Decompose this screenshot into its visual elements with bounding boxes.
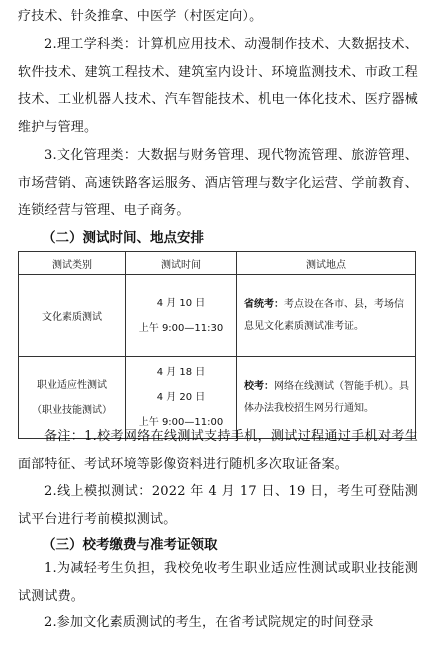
- row1-location-prefix: 省统考：: [244, 298, 284, 310]
- header-location: 测试地点: [237, 252, 416, 275]
- section-2-heading: （二）测试时间、地点安排: [42, 230, 204, 246]
- row2-category-line2: （职业技能测试）: [32, 404, 112, 416]
- row2-location: 网络在线测试（智能手机）。具体办法我校招生网另行通知。: [244, 380, 409, 414]
- row1-location-cell: [237, 275, 416, 357]
- culture-management-paragraph: 3.文化管理类：大数据与财务管理、现代物流管理、旅游管理、市场营销、高速铁路客运服务、酒店管理与数字化运营、学前教育、连锁经营与管理、电子商务。: [18, 148, 418, 218]
- section-3-heading: （三）校考缴费与准考证领取: [42, 537, 218, 553]
- row1-location: 考点设在各市、县，考场信息见文化素质测试准考证。: [244, 298, 404, 332]
- row2-category-line1: 职业适应性测试: [37, 379, 107, 391]
- fee-paragraph-2: 2.参加文化素质测试的考生，在省考试院规定的时间登录: [44, 615, 374, 630]
- row2-location-prefix: 校考：: [244, 380, 274, 392]
- row2-date2: 4 月 20 日: [156, 392, 206, 403]
- row1-date: 4 月 10 日: [156, 297, 206, 309]
- note-1: 备注：1.校考网络在线测试支持手机，测试过程通过手机对考生面部特征、考试环境等影像资料进行随机多次取证备案。: [18, 429, 418, 472]
- row2-time: 上午 9:00—11:00: [138, 417, 224, 428]
- row1-time-cell: [126, 275, 237, 357]
- schedule-table: [18, 251, 416, 439]
- table-header-row: [19, 252, 416, 275]
- table-row: [19, 275, 416, 357]
- row1-category: 文化素质测试: [19, 275, 126, 357]
- note-2: 2.线上模拟测试：2022 年 4 月 17 日、19 日，考生可登陆测试平台进行考前模拟测试。: [18, 484, 418, 527]
- science-engineering-paragraph: 2.理工学科类：计算机应用技术、动漫制作技术、大数据技术、软件技术、建筑工程技术、建筑室内设计、环境监测技术、市政工程技术、工业机器人技术、汽车智能技术、机电一体化技术、医疗器械维护与管理。: [18, 37, 418, 135]
- header-time: 测试时间: [126, 252, 237, 275]
- header-category: 测试类别: [19, 252, 126, 275]
- fee-paragraph-1: 1.为减轻考生负担，我校免收考生职业适应性测试或职业技能测试测试费。: [18, 561, 418, 604]
- row1-time: 上午 9:00—11:30: [138, 322, 224, 334]
- row2-date1: 4 月 18 日: [156, 367, 206, 378]
- intro-line: 疗技术、针灸推拿、中医学（村医定向）。: [18, 9, 263, 24]
